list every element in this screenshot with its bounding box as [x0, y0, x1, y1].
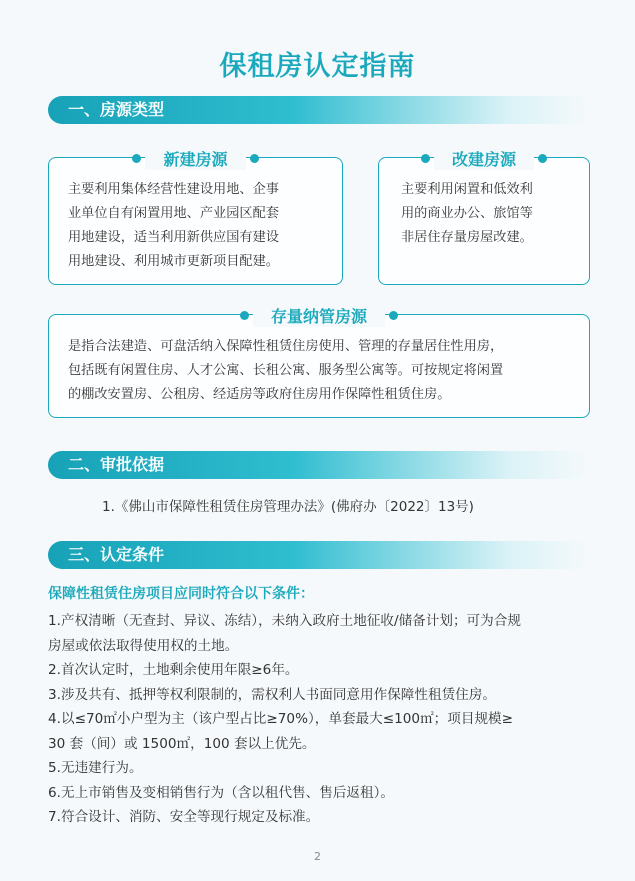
card-new-build-title: 新建房源 — [145, 147, 245, 170]
section-heading-criteria: 三、认定条件 — [48, 541, 590, 569]
text-line: 是指合法建造、可盘活纳入保障性租赁住房使用、管理的存量居住性用房， — [68, 339, 504, 354]
criteria-list — [48, 609, 593, 830]
bullet-dot-icon — [250, 154, 259, 163]
bullet-dot-icon — [421, 154, 430, 163]
text-line: 业单位自有闲置用地、产业园区配套 — [68, 206, 279, 221]
criteria-line: 4.以≤70㎡小户型为主（该户型占比≥70%），单套最大≤100㎡；项目规模≥ — [48, 711, 514, 727]
bullet-dot-icon — [240, 311, 249, 320]
page-title: 保租房认定指南 — [219, 51, 416, 82]
text-line: 用的商业办公、旅馆等 — [401, 206, 533, 221]
card-stock-header — [49, 303, 589, 327]
approval-basis-item: 1.《佛山市保障性租赁住房管理办法》(佛府办〔2022〕13号) — [102, 499, 474, 515]
criteria-line: 2.首次认定时，土地剩余使用年限≥6年。 — [48, 662, 299, 678]
card-new-build-header — [49, 146, 342, 170]
card-renovation — [378, 149, 590, 285]
card-renovation-header — [379, 146, 589, 170]
card-stock-title: 存量纳管房源 — [253, 304, 385, 327]
card-stock-text — [68, 335, 503, 407]
text-line: 非居住存量房屋改建。 — [401, 230, 533, 245]
criteria-line: 6.无上市销售及变相销售行为（含以租代售、售后返租）。 — [48, 784, 395, 801]
criteria-line: 房屋或依法取得使用权的土地。 — [48, 637, 239, 654]
criteria-line: 5.无违建行为。 — [48, 760, 143, 776]
text-line: 用地建设，适当利用新供应国有建设 — [68, 230, 279, 245]
text-line: 包括既有闲置住房、人才公寓、长租公寓、服务型公寓等。可按规定将闲置 — [68, 363, 504, 378]
criteria-intro: 保障性租赁住房项目应同时符合以下条件： — [48, 586, 314, 602]
criteria-line: 1.产权清晰（无查封、异议、冻结），未纳入政府土地征收/储备计划；可为合规 — [48, 613, 521, 629]
text-line: 用地建设、利用城市更新项目配建。 — [68, 254, 279, 269]
bullet-dot-icon — [538, 154, 547, 163]
text-line: 的棚改安置房、公租房、经适房等政府住房用作保障性租赁住房。 — [68, 387, 451, 402]
criteria-line: 3.涉及共有、抵押等权利限制的，需权利人书面同意用作保障性租赁住房。 — [48, 686, 496, 703]
card-stock — [48, 306, 590, 418]
card-renovation-title: 改建房源 — [434, 147, 534, 170]
text-line: 主要利用闲置和低效利 — [401, 182, 533, 197]
section-heading-housing-types: 一、房源类型 — [48, 96, 590, 124]
criteria-line: 7.符合设计、消防、安全等现行规定及标准。 — [48, 809, 320, 825]
card-new-build — [48, 149, 343, 285]
text-line: 主要利用集体经营性建设用地、企事 — [68, 182, 279, 197]
bullet-dot-icon — [389, 311, 398, 320]
page-number: 2 — [314, 850, 321, 863]
section-heading-approval-basis: 二、审批依据 — [48, 451, 590, 479]
criteria-line: 30 套（间）或 1500㎡，100 套以上优先。 — [48, 735, 316, 752]
bullet-dot-icon — [132, 154, 141, 163]
card-renovation-text — [401, 178, 533, 250]
card-new-build-text — [68, 178, 279, 274]
